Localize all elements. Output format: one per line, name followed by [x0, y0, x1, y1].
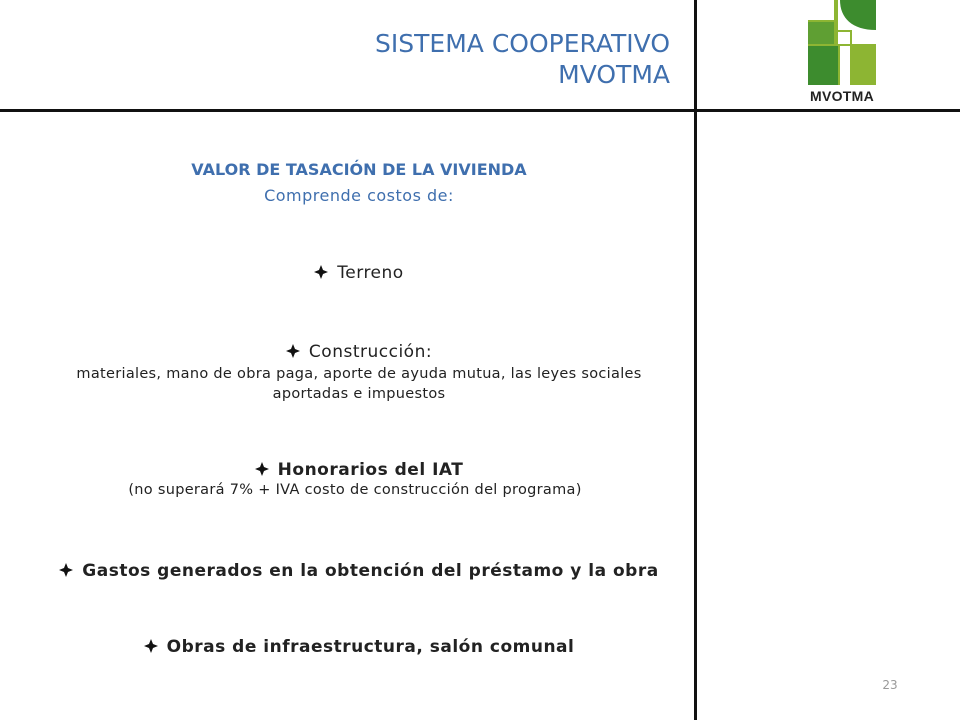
list-item-label: Terreno: [337, 263, 404, 283]
list-item-gastos: [0, 561, 718, 581]
header-divider-horizontal: [0, 109, 960, 112]
list-item-terreno: [0, 263, 718, 283]
list-item-obras: [0, 637, 718, 657]
diamond-bullet-icon: [286, 344, 300, 358]
section-heading: VALOR DE TASACIÓN DE LA VIVIENDA: [191, 160, 527, 179]
list-item-construccion: [0, 342, 718, 404]
list-item-label: Gastos generados en la obtención del préstamo y la obra: [82, 561, 659, 581]
diamond-bullet-icon: [255, 462, 269, 476]
diamond-bullet-icon: [59, 563, 73, 577]
diamond-bullet-icon: [144, 639, 158, 653]
section-subheading: Comprende costos de:: [264, 186, 454, 205]
page-title: [375, 28, 670, 90]
list-item-detail: (no superará 7% + IVA costo de construcción del programa): [128, 482, 582, 498]
list-item-label: Construcción:: [308, 342, 433, 362]
logo-label: MVOTMA: [809, 88, 874, 104]
page-title-line-1: SISTEMA COOPERATIVO: [375, 29, 670, 58]
list-item-label: Obras de infraestructura, salón comunal: [166, 637, 575, 657]
list-item-detail: materiales, mano de obra paga, aporte de ayuda mutua, las leyes sociales aportadas e impuestos: [76, 366, 642, 402]
page-title-line-2: MVOTMA: [558, 60, 670, 89]
list-item-label: Honorarios del IAT: [277, 460, 464, 480]
page-number: 23: [882, 678, 898, 692]
diamond-bullet-icon: [314, 265, 328, 279]
list-item-honorarios: [0, 460, 718, 500]
